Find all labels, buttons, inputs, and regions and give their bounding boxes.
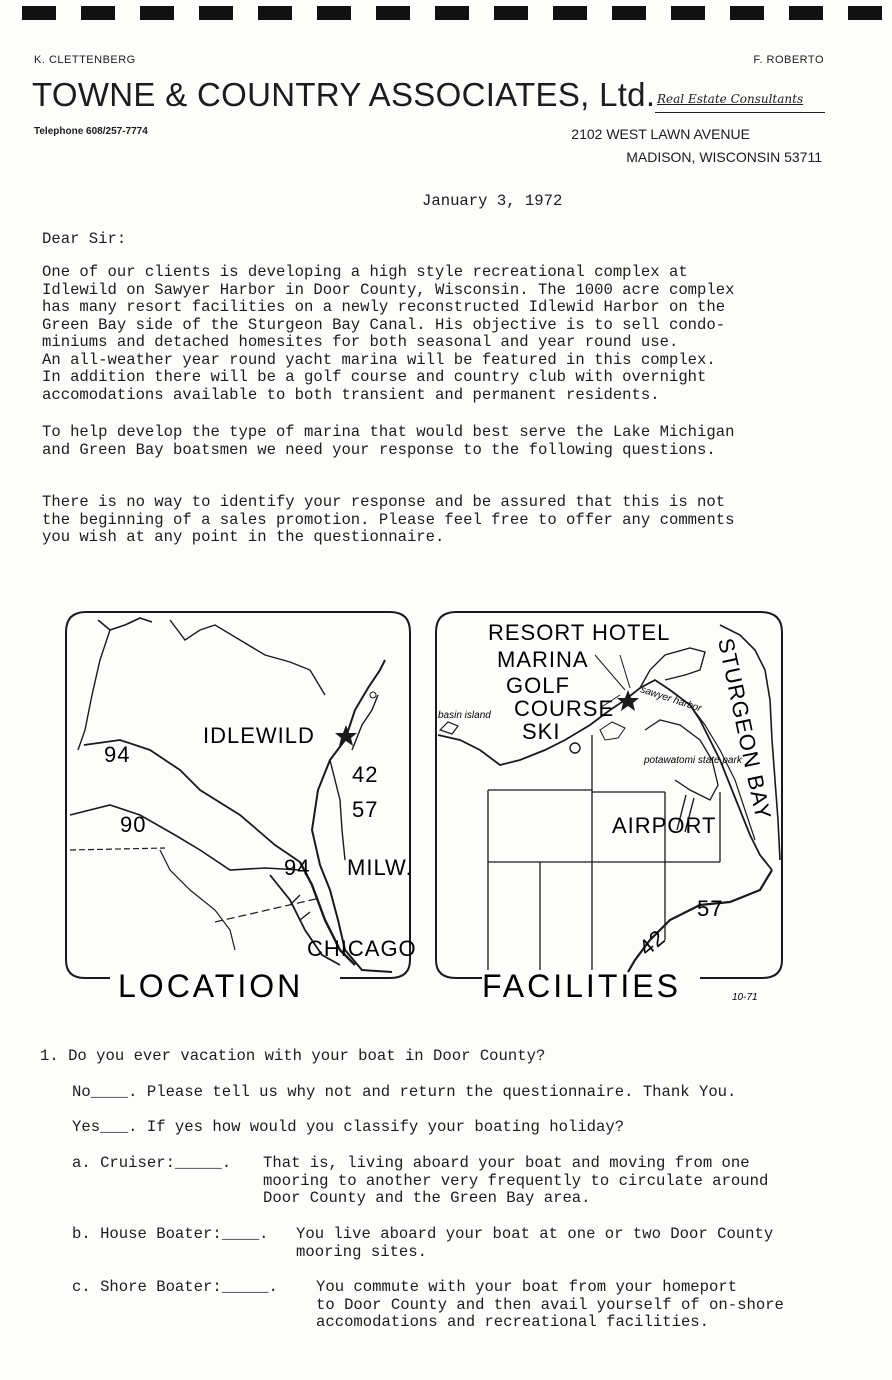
- punch-mark: [376, 6, 410, 20]
- label-potawatomi: potawatomi state park: [644, 755, 742, 766]
- label-chicago: CHICAGO: [307, 936, 417, 961]
- label-airport: AIRPORT: [612, 813, 717, 838]
- label-idlewild: IDLEWILD: [203, 723, 315, 748]
- punch-mark: [730, 6, 764, 20]
- question-1: 1. Do you ever vacation with your boat in Door County?: [40, 1047, 546, 1065]
- salutation: Dear Sir:: [42, 230, 127, 248]
- paragraph-1-line: In addition there will be a golf course and country club with overnight: [42, 368, 707, 386]
- label-ski: SKI: [522, 719, 561, 744]
- paragraph-1-line: Idlewild on Sawyer Harbor in Door County, Wisconsin. The 1000 acre complex: [42, 280, 735, 299]
- punch-mark: [553, 6, 587, 20]
- option-a-line: Door County and the Green Bay area.: [263, 1189, 591, 1207]
- ski-hill-icon: [570, 743, 580, 753]
- paragraph-1-line: One of our clients is developing a high style recreational complex at: [42, 263, 688, 281]
- label-hwy94a: 94: [104, 742, 131, 767]
- label-hwy42: 42: [352, 762, 379, 787]
- location-map: [66, 612, 410, 978]
- option-a-line: That is, living aboard your boat and moving from one: [263, 1154, 750, 1172]
- punch-mark: [789, 6, 823, 20]
- paragraph-3-line: you wish at any point in the questionnaire.: [42, 528, 445, 546]
- location-title: LOCATION: [118, 968, 304, 1004]
- punch-mark: [612, 6, 646, 20]
- address-line-1: 2102 WEST LAWN AVENUE: [571, 126, 750, 142]
- label-hwy57-fac: 57: [697, 896, 724, 921]
- answer-yes-line: Yes___. If yes how would you classify your boating holiday?: [72, 1118, 625, 1136]
- paragraph-1-line: An all-weather year round yacht marina will be featured in this complex.: [42, 350, 716, 369]
- partner-right: F. ROBERTO: [753, 54, 824, 66]
- punch-strip: [0, 6, 892, 22]
- option-b-line: mooring sites.: [296, 1242, 428, 1261]
- punch-mark: [258, 6, 292, 20]
- paragraph-1: [42, 264, 734, 404]
- label-hwy94b: 94: [284, 855, 311, 880]
- punch-mark: [435, 6, 469, 20]
- paragraph-2-line: To help develop the type of marina that would best serve the Lake Michigan: [42, 423, 735, 441]
- paragraph-1-line: has many resort facilities on a newly reconstructed Idlewid Harbor on the: [42, 298, 726, 316]
- paragraph-2-line: and Green Bay boatsmen we need your response to the following questions.: [42, 440, 716, 459]
- paragraph-3-line: the beginning of a sales promotion. Please feel free to offer any comments: [42, 510, 735, 529]
- punch-mark: [199, 6, 233, 20]
- punch-mark: [671, 6, 705, 20]
- maps-figure: [0, 600, 892, 1010]
- option-a-text: [263, 1155, 768, 1208]
- option-b-line: You live aboard your boat at one or two Door County: [296, 1225, 774, 1243]
- option-c-line: accomodations and recreational facilities.: [316, 1313, 710, 1331]
- paragraph-3-line: There is no way to identify your response and be assured that this is not: [42, 493, 726, 511]
- option-a-line: mooring to another very frequently to circulate around: [263, 1171, 769, 1190]
- option-b-text: [296, 1226, 773, 1261]
- punch-mark: [140, 6, 174, 20]
- label-course: COURSE: [514, 696, 615, 721]
- facilities-title: FACILITIES: [482, 968, 681, 1004]
- telephone: Telephone 608/257-7774: [34, 126, 148, 137]
- punch-mark: [494, 6, 528, 20]
- paragraph-1-line: accomodations available to both transient and permanent residents.: [42, 385, 660, 404]
- drawing-code: 10-71: [732, 992, 758, 1003]
- address-line-2: MADISON, WISCONSIN 53711: [626, 149, 822, 165]
- label-milw: MILW.: [347, 855, 413, 880]
- option-c-label: c. Shore Boater:_____.: [72, 1278, 278, 1296]
- punch-mark: [22, 6, 56, 20]
- option-c-line: You commute with your boat from your homeport: [316, 1278, 738, 1296]
- label-hwy90: 90: [120, 812, 147, 837]
- paragraph-2: [42, 424, 734, 459]
- label-sturgeon-bay: STURGEON BAY: [713, 635, 777, 823]
- option-c-text: [316, 1279, 784, 1332]
- option-b-label: b. House Boater:____.: [72, 1225, 269, 1243]
- option-c-line: to Door County and then avail yourself of on-shore: [316, 1295, 784, 1314]
- answer-no-line: No____. Please tell us why not and return the questionnaire. Thank You.: [72, 1083, 737, 1101]
- idlewild-star-icon: [335, 725, 357, 746]
- firm-name: TOWNE & COUNTRY ASSOCIATES, Ltd.: [32, 76, 656, 113]
- paragraph-1-line: Green Bay side of the Sturgeon Bay Canal. His objective is to sell condo-: [42, 315, 726, 334]
- label-marina: MARINA: [497, 647, 589, 672]
- label-basin-island: basin island: [438, 710, 491, 721]
- label-hwy42-fac: 42: [633, 924, 671, 961]
- punch-mark: [848, 6, 882, 20]
- letter-date: January 3, 1972: [422, 192, 563, 210]
- label-golf: GOLF: [506, 673, 570, 698]
- firm-tagline: Real Estate Consultants: [657, 92, 804, 106]
- label-hwy57: 57: [352, 797, 379, 822]
- resort-star-icon: [617, 690, 639, 711]
- punch-mark: [81, 6, 115, 20]
- partner-left: K. CLETTENBERG: [34, 54, 136, 66]
- label-resort-hotel: RESORT HOTEL: [488, 620, 671, 645]
- paragraph-1-line: miniums and detached homesites for both seasonal and year round use.: [42, 333, 679, 351]
- option-a-label: a. Cruiser:_____.: [72, 1154, 232, 1172]
- paragraph-3: [42, 494, 734, 547]
- punch-mark: [317, 6, 351, 20]
- label-sawyer-harbor: sawyer harbor: [639, 684, 703, 715]
- tagline-rule: [655, 112, 825, 113]
